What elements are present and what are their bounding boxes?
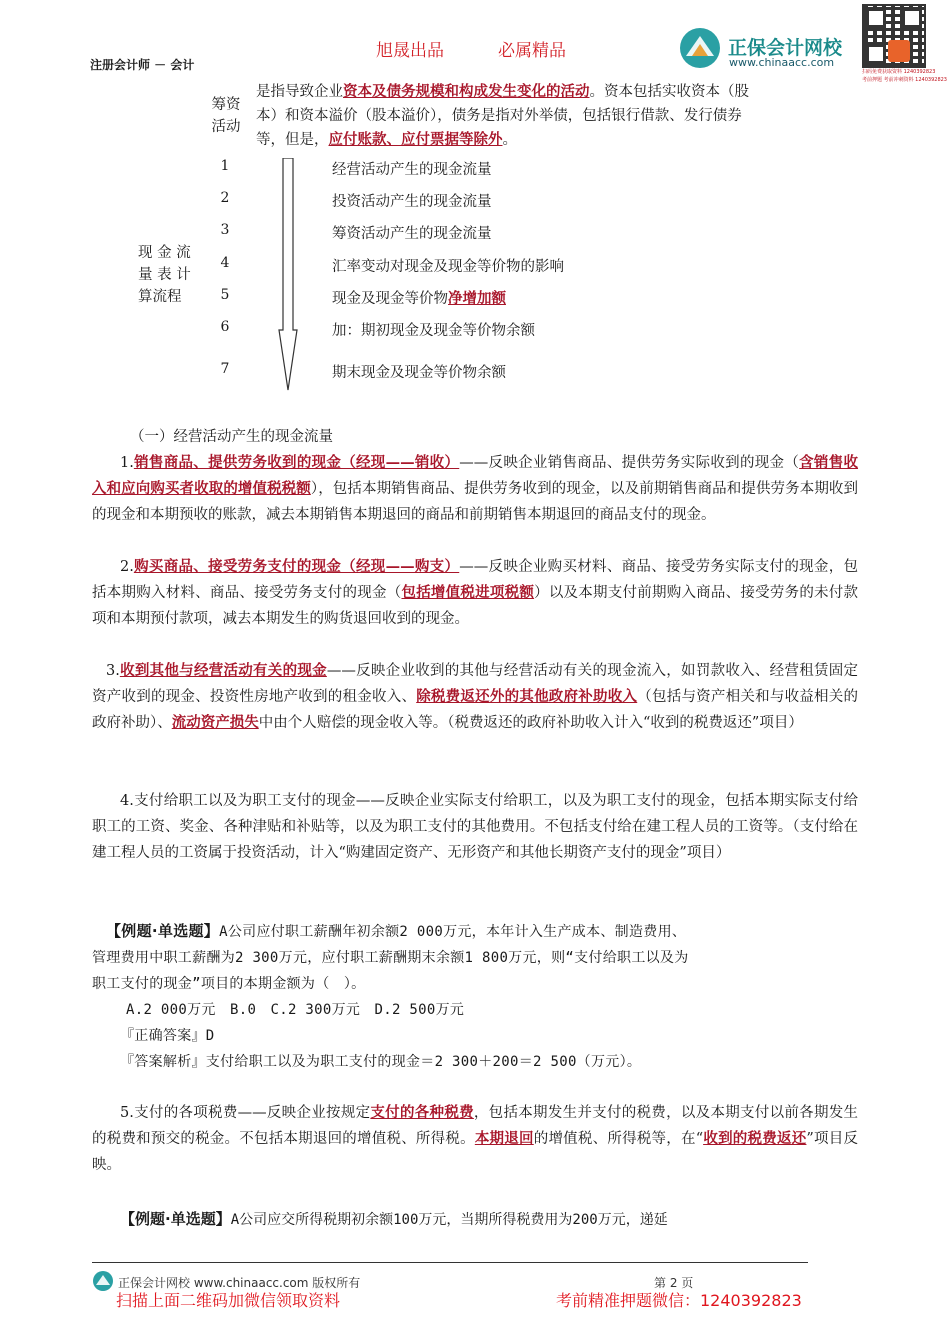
flow-step-text: 经营活动产生的现金流量 bbox=[332, 162, 492, 178]
financing-definition: 是指导致企业资本及债务规模和构成发生变化的活动。资本包括实收资本（股 本）和资本溢价（股本溢价），债务是指对外举债，包括银行借款、发行债券 等，但是，应付账款、应付票据等除外。 bbox=[256, 83, 749, 148]
example-1: 【例题·单选题】A公司应付职工薪酬年初余额2 000万元，本年计入生产成本、制造费用、 管理费用中职工薪酬为2 300万元，应付职工薪酬期末余额1 800万元，则“支付给职工以及为 职工支付的现金”项目的本期金额为（ ）。 A.2 000万元 B.0 C.2 300万元 D.2 500万元 『正确答案』D 『答案解析』支付给职工以及为职工支付的现金＝2 300＋200＝2 500（万元）。 bbox=[92, 918, 858, 1075]
footer-promo-right: 考前精准押题微信：1240392823 bbox=[556, 1291, 802, 1310]
flow-step-text: 加：期初现金及现金等价物余额 bbox=[332, 323, 535, 339]
financing-highlight-1: 资本及债务规模和构成发生变化的活动 bbox=[343, 83, 590, 100]
qr-note-1: 扫码免费获取资料 1240392823 bbox=[862, 69, 936, 75]
paragraph-3: 3.收到其他与经营活动有关的现金——反映企业收到的其他与经营活动有关的现金流入，如罚款收入、经营租赁固定资产收到的现金、投资性房地产收到的租金收入、除税费返还外的其他政府补助收入（包括与资产相关和与收益相关的政府补助）、流动资产损失中由个人赔偿的现金收入等。（税费返还的政府补助收入计入“收到的税费返还”项目） bbox=[92, 662, 859, 731]
page-number: 第 2 页 bbox=[654, 1276, 694, 1290]
flow-step-no: 6 bbox=[220, 319, 230, 335]
brand-url[interactable]: www.chinaacc.com bbox=[729, 56, 835, 69]
flow-step-text: 筹资活动产生的现金流量 bbox=[332, 226, 492, 242]
example-options: A.2 000万元 B.0 C.2 300万元 D.2 500万元 bbox=[126, 1002, 465, 1018]
example-tag: 【例题·单选题】 bbox=[120, 1210, 231, 1228]
flow-step-no: 3 bbox=[220, 222, 230, 238]
example-answer: 『正确答案』D bbox=[120, 1028, 215, 1044]
qr-center-logo-icon bbox=[888, 40, 910, 62]
flow-step-text: 现金及现金等价物净增加额 bbox=[332, 290, 506, 307]
footer-logo-icon bbox=[92, 1270, 114, 1292]
flow-step-no: 4 bbox=[220, 255, 230, 271]
financing-label: 筹资 活动 bbox=[211, 97, 241, 135]
qr-note-2: 考前押题 考前冲刺资料 1240392823 bbox=[862, 77, 947, 83]
footer-promo-left: 扫描上面二维码加微信领取资料 bbox=[116, 1291, 341, 1310]
paragraph-1: 1.销售商品、提供劳务收到的现金（经现——销收）——反映企业销售商品、提供劳务实际收到的现金（含销售收入和应向购买者收取的增值税税额），包括本期销售商品、提供劳务收到的现金，以及前期销售商品和提供劳务本期收到的现金和本期预收的账款，减去本期销售本期退回的商品和前期销售本期退回的商品支付的现金。 bbox=[92, 454, 859, 523]
brand-name: 正保会计网校 bbox=[728, 37, 843, 59]
example-2: 【例题·单选题】A公司应交所得税期初余额100万元，当期所得税费用为200万元，递延 bbox=[92, 1206, 858, 1233]
flow-step-no: 2 bbox=[220, 190, 230, 206]
section-title: （一）经营活动产生的现金流量 bbox=[130, 429, 333, 445]
footer-divider bbox=[92, 1262, 808, 1263]
flow-down-arrow-icon bbox=[278, 158, 298, 392]
flow-step-text: 投资活动产生的现金流量 bbox=[332, 194, 492, 210]
footer-brand: 正保会计网校 www.chinaacc.com 版权所有 bbox=[118, 1276, 361, 1290]
flow-step-no: 1 bbox=[220, 158, 230, 174]
flow-label: 现 金 流 量 表 计 算流程 bbox=[138, 245, 191, 305]
course-title: 注册会计师 － 会计 bbox=[90, 58, 195, 72]
financing-highlight-2: 应付账款、应付票据等除外 bbox=[328, 131, 503, 148]
flow-step-highlight: 净增加额 bbox=[448, 290, 506, 307]
flow-step-no: 5 bbox=[220, 287, 230, 303]
flow-step-text: 期末现金及现金等价物余额 bbox=[332, 365, 506, 381]
example-analysis: 『答案解析』支付给职工以及为职工支付的现金＝2 300＋200＝2 500（万元）。 bbox=[120, 1054, 642, 1070]
flow-step-text: 汇率变动对现金及现金等价物的影响 bbox=[332, 259, 564, 275]
paragraph-2: 2.购买商品、接受劳务支付的现金（经现——购支）——反映企业购买材料、商品、接受劳务实际支付的现金，包括本期购入材料、商品、接受劳务支付的现金（包括增值税进项税额）以及本期支付前期购入商品、接受劳务的未付款项和本期预付款项，减去本期发生的购货退回收到的现金。 bbox=[92, 558, 859, 627]
paragraph-4: 4.支付给职工以及为职工支付的现金——反映企业实际支付给职工，以及为职工支付的现金，包括本期实际支付给职工的工资、奖金、各种津贴和补贴等，以及为职工支付的其他费用。不包括支付给在建工程人员的工资等。（支付给在建工程人员的工资属于投资活动，计入“购建固定资产、无形资产和其他长期资产支付的现金”项目） bbox=[92, 793, 859, 861]
paragraph-5: 5.支付的各项税费——反映企业按规定支付的各种税费，包括本期发生并支付的税费，以及本期支付以前各期发生的税费和预交的税金。不包括本期退回的增值税、所得税。本期退回的增值税、所得税等，在“收到的税费返还”项目反映。 bbox=[92, 1104, 859, 1173]
brand-logo-icon bbox=[678, 26, 722, 70]
header-slogan-left: 旭晟出品 bbox=[376, 41, 444, 61]
flow-step-no: 7 bbox=[220, 361, 230, 377]
header-slogan-right: 必属精品 bbox=[498, 41, 566, 61]
example-tag: 【例题·单选题】 bbox=[106, 922, 220, 940]
